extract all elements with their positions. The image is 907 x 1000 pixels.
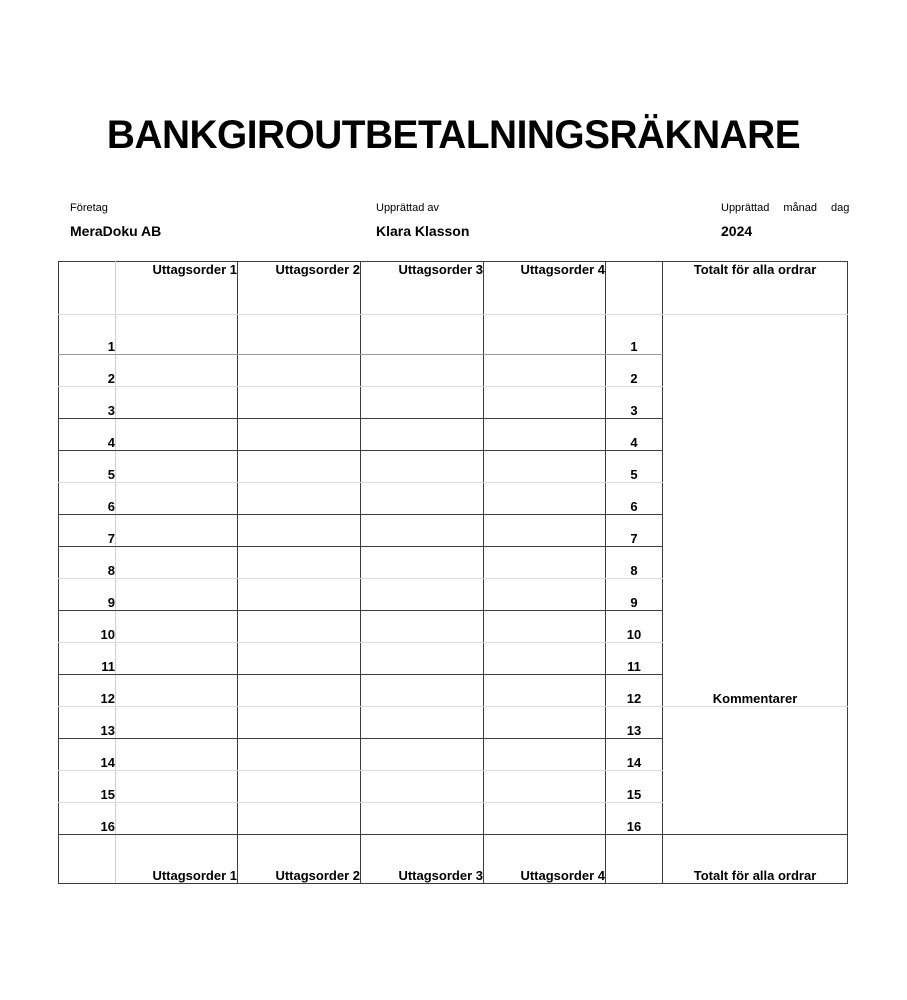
- field-date: [721, 201, 849, 240]
- entry-cell-uttagsorder-3[interactable]: [361, 707, 484, 739]
- entry-cell-uttagsorder-3[interactable]: [361, 675, 484, 707]
- field-company-value[interactable]: MeraDoku AB: [70, 223, 162, 239]
- table-row: [59, 315, 848, 355]
- entry-cell-uttagsorder-3[interactable]: [361, 419, 484, 451]
- entry-cell-uttagsorder-2[interactable]: [238, 483, 361, 515]
- entry-cell-uttagsorder-4[interactable]: [484, 643, 606, 675]
- entry-cell-uttagsorder-1[interactable]: [116, 771, 238, 803]
- row-number-left: 2: [59, 355, 116, 387]
- entry-cell-uttagsorder-4[interactable]: [484, 315, 606, 355]
- entry-cell-uttagsorder-3[interactable]: [361, 643, 484, 675]
- entry-cell-uttagsorder-2[interactable]: [238, 579, 361, 611]
- entry-cell-uttagsorder-3[interactable]: [361, 611, 484, 643]
- entry-cell-uttagsorder-2[interactable]: [238, 419, 361, 451]
- comments-block[interactable]: Kommentarer: [663, 315, 848, 707]
- entry-cell-uttagsorder-1[interactable]: [116, 739, 238, 771]
- entry-cell-uttagsorder-2[interactable]: [238, 547, 361, 579]
- entry-cell-uttagsorder-4[interactable]: [484, 707, 606, 739]
- entry-cell-uttagsorder-4[interactable]: [484, 355, 606, 387]
- entry-cell-uttagsorder-2[interactable]: [238, 739, 361, 771]
- footer-corner-cell: [59, 835, 116, 884]
- row-number-left: 8: [59, 547, 116, 579]
- row-number-right: 13: [606, 707, 663, 739]
- row-number-right: 14: [606, 739, 663, 771]
- field-author: [376, 201, 469, 240]
- field-date-day-label: dag: [830, 202, 850, 214]
- entry-cell-uttagsorder-2[interactable]: [238, 355, 361, 387]
- row-number-right: 10: [606, 611, 663, 643]
- entry-cell-uttagsorder-4[interactable]: [484, 451, 606, 483]
- entry-cell-uttagsorder-1[interactable]: [116, 547, 238, 579]
- row-number-left: 1: [59, 315, 116, 355]
- row-number-right: 1: [606, 315, 663, 355]
- entry-cell-uttagsorder-1[interactable]: [116, 419, 238, 451]
- row-number-left: 4: [59, 419, 116, 451]
- entry-cell-uttagsorder-1[interactable]: [116, 387, 238, 419]
- entry-cell-uttagsorder-4[interactable]: [484, 611, 606, 643]
- entry-cell-uttagsorder-4[interactable]: [484, 419, 606, 451]
- row-number-left: 3: [59, 387, 116, 419]
- footer-label-uttagsorder-3: Uttagsorder 3: [361, 835, 484, 884]
- footer-rownum-right-cell: [606, 835, 663, 884]
- entry-cell-uttagsorder-3[interactable]: [361, 803, 484, 835]
- column-header-uttagsorder-1: Uttagsorder 1: [116, 262, 238, 315]
- entry-cell-uttagsorder-2[interactable]: [238, 611, 361, 643]
- entry-cell-uttagsorder-3[interactable]: [361, 771, 484, 803]
- grid: [58, 261, 848, 884]
- header-corner-cell: [59, 262, 116, 315]
- entry-cell-uttagsorder-3[interactable]: [361, 515, 484, 547]
- entry-cell-uttagsorder-1[interactable]: [116, 579, 238, 611]
- entry-cell-uttagsorder-4[interactable]: [484, 387, 606, 419]
- field-author-label: Upprättad av: [376, 202, 439, 214]
- entry-cell-uttagsorder-3[interactable]: [361, 483, 484, 515]
- entry-cell-uttagsorder-2[interactable]: [238, 803, 361, 835]
- table-header-row: [59, 262, 848, 315]
- entry-cell-uttagsorder-4[interactable]: [484, 483, 606, 515]
- entry-cell-uttagsorder-3[interactable]: [361, 387, 484, 419]
- row-number-right: 5: [606, 451, 663, 483]
- entry-cell-uttagsorder-3[interactable]: [361, 315, 484, 355]
- field-date-labels: [721, 201, 849, 215]
- entry-cell-uttagsorder-3[interactable]: [361, 739, 484, 771]
- entry-cell-uttagsorder-2[interactable]: [238, 675, 361, 707]
- entry-cell-uttagsorder-4[interactable]: [484, 515, 606, 547]
- row-number-right: 15: [606, 771, 663, 803]
- footer-label-uttagsorder-1: Uttagsorder 1: [116, 835, 238, 884]
- entry-cell-uttagsorder-3[interactable]: [361, 547, 484, 579]
- field-author-value[interactable]: Klara Klasson: [376, 223, 470, 239]
- row-number-left: 16: [59, 803, 116, 835]
- entry-cell-uttagsorder-1[interactable]: [116, 483, 238, 515]
- entry-cell-uttagsorder-2[interactable]: [238, 643, 361, 675]
- entry-cell-uttagsorder-1[interactable]: [116, 611, 238, 643]
- row-number-right: 4: [606, 419, 663, 451]
- entry-cell-uttagsorder-1[interactable]: [116, 707, 238, 739]
- row-number-left: 6: [59, 483, 116, 515]
- entry-cell-uttagsorder-2[interactable]: [238, 515, 361, 547]
- table-footer-row: [59, 835, 848, 884]
- field-date-month-label: månad: [783, 202, 817, 214]
- entry-cell-uttagsorder-1[interactable]: [116, 515, 238, 547]
- page-title: BANKGIROUTBETALNINGSRÄKNARE: [106, 113, 801, 157]
- row-number-left: 5: [59, 451, 116, 483]
- row-number-right: 16: [606, 803, 663, 835]
- entry-cell-uttagsorder-2[interactable]: [238, 771, 361, 803]
- row-number-right: 9: [606, 579, 663, 611]
- row-number-right: 7: [606, 515, 663, 547]
- entry-cell-uttagsorder-3[interactable]: [361, 451, 484, 483]
- header-rownum-right-cell: [606, 262, 663, 315]
- entry-cell-uttagsorder-4[interactable]: [484, 547, 606, 579]
- row-number-left: 12: [59, 675, 116, 707]
- table-row: [59, 707, 848, 739]
- entry-cell-uttagsorder-1[interactable]: [116, 451, 238, 483]
- row-number-left: 11: [59, 643, 116, 675]
- entry-cell-uttagsorder-4[interactable]: [484, 803, 606, 835]
- totals-block[interactable]: [663, 707, 848, 835]
- field-company-label: Företag: [70, 202, 108, 214]
- row-number-left: 15: [59, 771, 116, 803]
- column-header-uttagsorder-3: Uttagsorder 3: [361, 262, 484, 315]
- row-number-left: 13: [59, 707, 116, 739]
- row-number-left: 7: [59, 515, 116, 547]
- entry-cell-uttagsorder-1[interactable]: [116, 675, 238, 707]
- row-number-left: 14: [59, 739, 116, 771]
- row-number-left: 9: [59, 579, 116, 611]
- entry-cell-uttagsorder-3[interactable]: [361, 579, 484, 611]
- entry-cell-uttagsorder-2[interactable]: [238, 451, 361, 483]
- footer-label-uttagsorder-4: Uttagsorder 4: [484, 835, 606, 884]
- field-company: [70, 201, 161, 240]
- entry-cell-uttagsorder-4[interactable]: [484, 771, 606, 803]
- column-header-uttagsorder-4: Uttagsorder 4: [484, 262, 606, 315]
- entry-cell-uttagsorder-4[interactable]: [484, 739, 606, 771]
- row-number-left: 10: [59, 611, 116, 643]
- entry-cell-uttagsorder-1[interactable]: [116, 803, 238, 835]
- entry-cell-uttagsorder-1[interactable]: [116, 315, 238, 355]
- row-number-right: 3: [606, 387, 663, 419]
- footer-label-uttagsorder-2: Uttagsorder 2: [238, 835, 361, 884]
- payment-counter-table: [58, 261, 847, 884]
- entry-cell-uttagsorder-2[interactable]: [238, 315, 361, 355]
- row-number-right: 6: [606, 483, 663, 515]
- field-date-value[interactable]: 2024: [721, 223, 753, 239]
- row-number-right: 11: [606, 643, 663, 675]
- footer-total-label: Totalt för alla ordrar: [663, 835, 848, 884]
- column-header-uttagsorder-2: Uttagsorder 2: [238, 262, 361, 315]
- field-date-label: Upprättad: [721, 202, 770, 214]
- column-header-total: Totalt för alla ordrar: [663, 262, 848, 315]
- row-number-right: 2: [606, 355, 663, 387]
- row-number-right: 8: [606, 547, 663, 579]
- entry-cell-uttagsorder-1[interactable]: [116, 355, 238, 387]
- entry-cell-uttagsorder-4[interactable]: [484, 579, 606, 611]
- entry-cell-uttagsorder-4[interactable]: [484, 675, 606, 707]
- entry-cell-uttagsorder-2[interactable]: [238, 707, 361, 739]
- row-number-right: 12: [606, 675, 663, 707]
- entry-cell-uttagsorder-3[interactable]: [361, 355, 484, 387]
- entry-cell-uttagsorder-1[interactable]: [116, 643, 238, 675]
- entry-cell-uttagsorder-2[interactable]: [238, 387, 361, 419]
